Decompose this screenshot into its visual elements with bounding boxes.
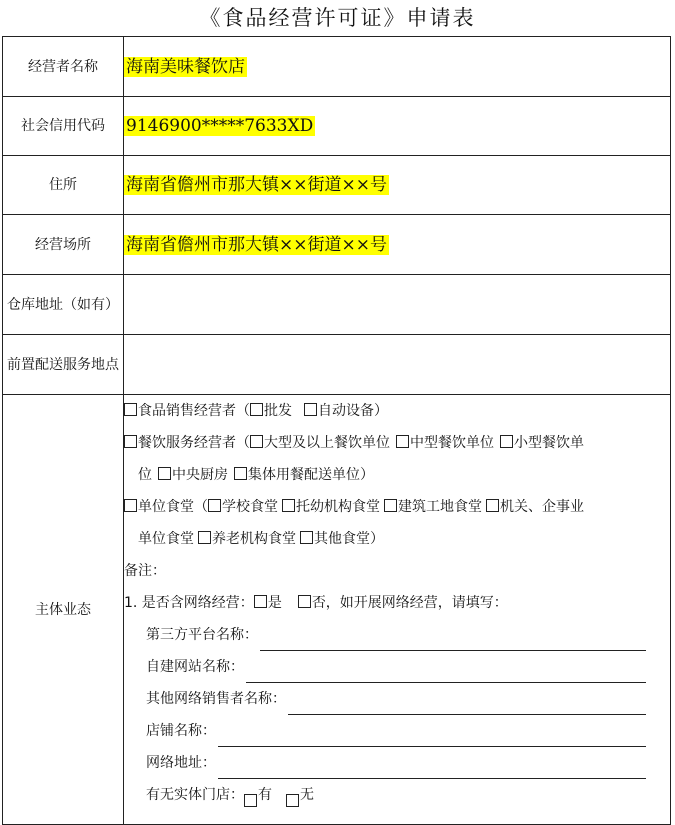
line-food-sales: 食品销售经营者（ 批发 自动设备）	[124, 395, 670, 427]
credit-code-value: 9146900*****7633XD	[126, 116, 314, 136]
checkbox[interactable]	[298, 595, 311, 608]
checkbox[interactable]	[198, 531, 211, 544]
checkbox[interactable]	[286, 794, 299, 807]
online-question: 1. 是否含网络经营： 是 否，如开展网络经营，请填写：	[124, 595, 508, 611]
table-row	[3, 97, 671, 156]
other-seller-input[interactable]	[288, 696, 646, 715]
premises-value: 海南省儋州市那大镇××街道××号	[126, 234, 387, 255]
checkbox[interactable]	[250, 435, 263, 448]
operator-name-field[interactable]	[124, 37, 671, 97]
line-canteen-cont: 单位食堂 养老机构食堂 其他食堂）	[138, 531, 384, 547]
operator-name-value: 海南美味餐饮店	[126, 56, 245, 77]
row-label: 社会信用代码	[3, 97, 124, 156]
platform-name-input[interactable]	[260, 632, 646, 651]
checkbox[interactable]	[384, 499, 397, 512]
table-row	[3, 37, 671, 97]
checkbox[interactable]	[282, 499, 295, 512]
row-label: 主体业态	[3, 395, 124, 825]
checkbox[interactable]	[254, 595, 267, 608]
line-canteen: 单位食堂（ 学校食堂 托幼机构食堂 建筑工地食堂 机关、企事业	[124, 491, 670, 523]
table-row	[3, 395, 671, 825]
form-field: 网络地址：	[124, 747, 670, 779]
checkbox[interactable]	[396, 435, 409, 448]
row-label: 经营场所	[3, 215, 124, 275]
checkbox[interactable]	[486, 499, 499, 512]
checkbox[interactable]	[250, 403, 263, 416]
checkbox[interactable]	[300, 531, 313, 544]
credit-code-field[interactable]	[124, 97, 671, 156]
checkbox[interactable]	[208, 499, 221, 512]
line-catering-cont: 位 中央厨房 集体用餐配送单位）	[138, 467, 374, 483]
form-field: 其他网络销售者名称：	[124, 683, 670, 715]
warehouse-field[interactable]	[124, 275, 671, 335]
shop-name-input[interactable]	[218, 728, 646, 747]
row-label: 住所	[3, 156, 124, 215]
line-catering: 餐饮服务经营者（ 大型及以上餐饮单位 中型餐饮单位 小型餐饮单	[124, 427, 670, 459]
business-type-cell	[124, 395, 671, 825]
row-label: 仓库地址（如有）	[3, 275, 124, 335]
website-name-input[interactable]	[246, 664, 646, 683]
application-table	[2, 36, 671, 825]
checkbox[interactable]	[124, 499, 137, 512]
delivery-point-field[interactable]	[124, 335, 671, 395]
web-address-input[interactable]	[218, 760, 646, 779]
form-field: 店铺名称：	[124, 715, 670, 747]
checkbox[interactable]	[158, 467, 171, 480]
form-field: 第三方平台名称：	[124, 619, 670, 651]
checkbox[interactable]	[124, 403, 137, 416]
checkbox[interactable]	[304, 403, 317, 416]
domicile-field[interactable]	[124, 156, 671, 215]
checkbox[interactable]	[500, 435, 513, 448]
form-field: 自建网站名称：	[124, 651, 670, 683]
premises-field[interactable]	[124, 215, 671, 275]
checkbox[interactable]	[244, 794, 257, 807]
domicile-value: 海南省儋州市那大镇××街道××号	[126, 175, 387, 195]
row-label: 经营者名称	[3, 37, 124, 97]
checkbox[interactable]	[124, 435, 137, 448]
physical-store-question: 有无实体门店： 有 无	[124, 779, 670, 811]
row-label: 前置配送服务地点	[3, 335, 124, 395]
table-row	[3, 275, 671, 335]
checkbox[interactable]	[234, 467, 247, 480]
table-row	[3, 335, 671, 395]
table-row	[3, 156, 671, 215]
remark-label: 备注：	[124, 563, 166, 579]
table-row	[3, 215, 671, 275]
form-title: 《食品经营许可证》申请表	[199, 6, 476, 30]
